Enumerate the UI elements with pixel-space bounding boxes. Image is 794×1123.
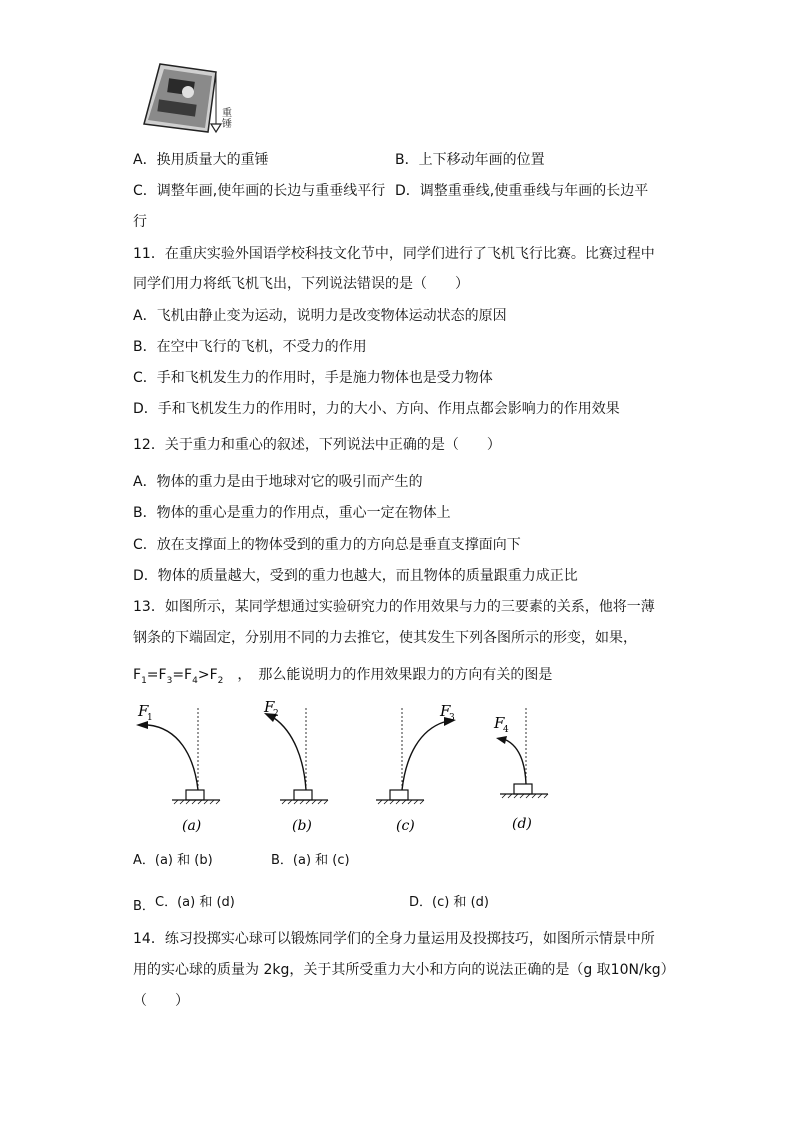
q11-option-c[interactable]: C．手和飞机发生力的作用时，手是施力物体也是受力物体 (133, 370, 493, 386)
caption-b: (b) (292, 818, 312, 834)
figure-c (376, 702, 456, 834)
q13-option-b-prefix: B． (133, 899, 155, 914)
q14-stem-line3: （ ） (133, 993, 189, 1009)
figure-a (136, 702, 220, 834)
q11-option-b[interactable]: B．在空中飞行的飞机，不受力的作用 (133, 339, 367, 355)
q10-option-a[interactable]: A．换用质量大的重锤 (133, 152, 269, 168)
force-sub-c: 3 (449, 713, 455, 723)
q13-stem-line1: 13．如图所示，某同学想通过实验研究力的作用效果与力的三要素的关系，他将一薄 (133, 599, 655, 615)
force-label-d: F (494, 714, 505, 732)
figure-b (263, 700, 328, 834)
q11-stem-line1: 11．在重庆实验外国语学校科技文化节中，同学们进行了飞机飞行比赛。比赛过程中 (133, 246, 655, 262)
q10-option-d-continued: 行 (133, 214, 147, 230)
q12-option-a[interactable]: A．物体的重力是由于地球对它的吸引而产生的 (133, 474, 423, 490)
q11-option-d[interactable]: D．手和飞机发生力的作用时，力的大小、方向、作用点都会影响力的作用效果 (133, 401, 620, 417)
q10-figure-label: 重锤 (222, 108, 232, 130)
q13-option-c[interactable]: C．(a) 和 (d) (155, 895, 235, 910)
q12-option-c[interactable]: C．放在支撑面上的物体受到的重力的方向总是垂直支撑面向下 (133, 537, 521, 553)
q12-stem: 12．关于重力和重心的叙述，下列说法中正确的是（ ） (133, 437, 501, 453)
q13-option-a[interactable]: A．(a) 和 (b) (133, 853, 213, 868)
q13-stem-line2: 钢条的下端固定，分别用不同的力去推它，使其发生下列各图所示的形变，如果， (133, 630, 637, 646)
q13-condition: $F_1=F_3=F_4>F_2$ ， 那么能说明力的作用效果跟力的方向有关的图是 (133, 667, 553, 686)
q11-option-a[interactable]: A．飞机由静止变为运动，说明力是改变物体运动状态的原因 (133, 308, 507, 324)
force-label-b: F (264, 700, 275, 716)
q13-option-d[interactable]: D．(c) 和 (d) (409, 895, 489, 910)
plumb-bob (211, 124, 221, 132)
q10-option-c[interactable]: C．调整年画,使年画的长边与重垂线平行 (133, 183, 386, 199)
force-sub-d: 4 (503, 725, 509, 735)
q11-stem-line2: 同学们用力将纸飞机飞出，下列说法错误的是（ ） (133, 276, 469, 292)
force-sub-b: 2 (273, 709, 279, 719)
q13-option-b[interactable]: B．(a) 和 (c) (271, 853, 350, 868)
q10-option-b[interactable]: B．上下移动年画的位置 (395, 152, 545, 168)
q12-option-d[interactable]: D．物体的质量越大，受到的重力也越大，而且物体的质量跟重力成正比 (133, 568, 578, 584)
q13-figure (128, 700, 578, 840)
force-sub-a: 1 (147, 713, 153, 723)
caption-c: (c) (396, 818, 415, 834)
q12-option-b[interactable]: B．物体的重心是重力的作用点，重心一定在物体上 (133, 505, 451, 521)
caption-d: (d) (512, 816, 532, 832)
figure-d (493, 708, 548, 832)
caption-a: (a) (182, 818, 202, 834)
q14-stem-line2: 用的实心球的质量为 2kg，关于其所受重力大小和方向的说法正确的是（g 取10N/kg） (133, 962, 675, 978)
force-label-a: F (138, 702, 149, 720)
q14-stem-line1: 14．练习投掷实心球可以锻炼同学们的全身力量运用及投掷技巧，如图所示情景中所 (133, 931, 655, 947)
force-label-c: F (440, 702, 451, 720)
q10-option-d[interactable]: D．调整重垂线,使重垂线与年画的长边平 (395, 183, 649, 199)
